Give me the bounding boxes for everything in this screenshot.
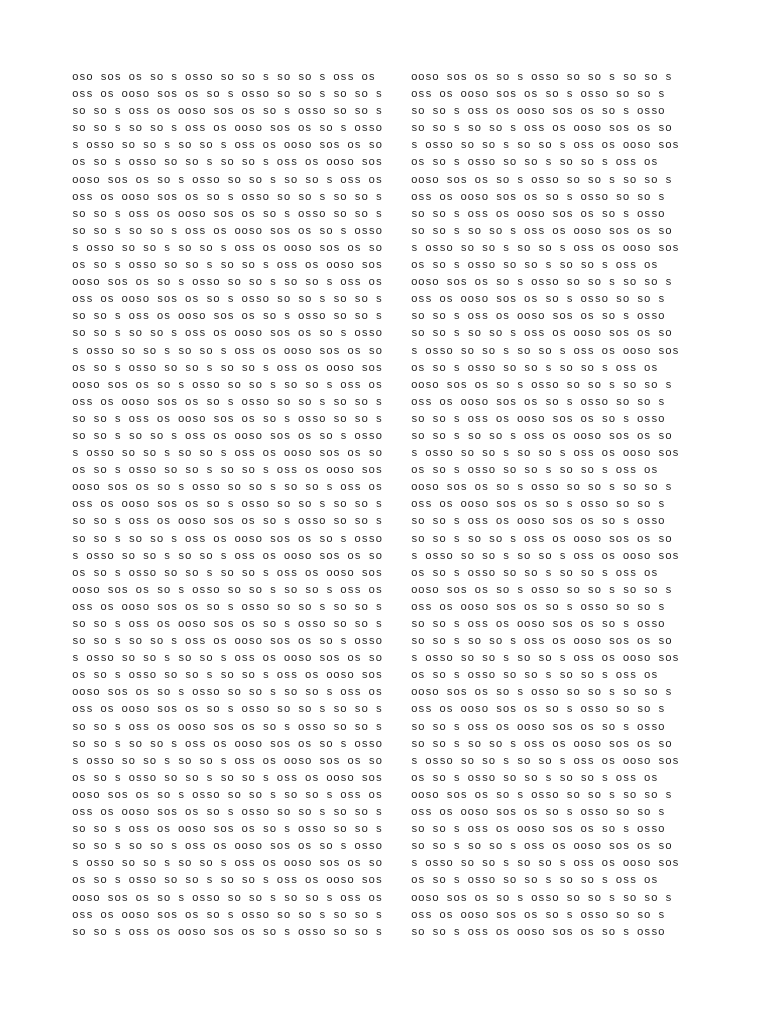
text-line: so so s so so s oss os ooso sos os so [411, 841, 673, 854]
text-line: so so s so so s oss os ooso sos os so [411, 328, 673, 341]
text-line: ooso sos os so s osso so so s so so s oss os [72, 687, 383, 700]
text-line: oss os ooso sos os so s osso so so s [411, 909, 666, 922]
text-column-left [72, 70, 412, 942]
text-line: ooso sos os so s osso so so s so so s oss os [72, 379, 383, 392]
text-line: os so s osso so so s so so s oss os ooso sos [72, 362, 383, 375]
text-line: oss os ooso sos os so s osso so so s so so s [72, 601, 383, 614]
text-line: ooso sos os so s osso so so s so so s [411, 789, 673, 802]
text-line: oso sos os so s osso so so s so so s oss os [72, 72, 376, 84]
text-line: so so s oss os ooso sos os so s osso so so s [72, 619, 383, 631]
text-line: oss os ooso sos os so s osso so so s so so s [72, 704, 383, 717]
text-line: so so s oss os ooso sos os so s osso [411, 311, 666, 324]
text-line: os so s osso so so s so so s oss os [411, 875, 659, 888]
text-line: so so s oss os ooso sos os so s osso [411, 106, 666, 119]
text-line: oss os ooso sos os so s osso so so s so so s [72, 807, 383, 820]
text-line: so so s oss os ooso sos os so s osso so so s [72, 106, 383, 119]
text-line: os so s osso so so s so so s oss os [411, 567, 659, 580]
text-line: so so s oss os ooso sos os so s osso [411, 413, 666, 426]
text-line: so so s oss os ooso sos os so s osso so so s [72, 413, 383, 426]
text-line: s osso so so s so so s oss os ooso sos [411, 140, 680, 153]
text-line: os so s osso so so s so so s oss os ooso sos [72, 567, 383, 580]
text-line: ooso sos os so s osso so so s so so s [411, 379, 673, 392]
text-line: ooso sos os so s osso so so s so so s oss os [72, 482, 383, 495]
text-line: s osso so so s so so s oss os ooso sos [411, 550, 680, 563]
text-line: s osso so so s so so s oss os ooso sos [411, 242, 680, 255]
text-line: s osso so so s so so s oss os ooso sos [411, 448, 680, 461]
text-line: oss os ooso sos os so s osso so so s so so s [72, 396, 383, 409]
text-line: s osso so so s so so s oss os ooso sos os so [72, 755, 383, 768]
text-line: so so s so so s oss os ooso sos os so [411, 636, 673, 649]
text-line: so so s so so s oss os ooso sos os so [411, 123, 673, 136]
text-line: so so s oss os ooso sos os so s osso [411, 516, 666, 529]
text-line: so so s so so s oss os ooso sos os so [411, 738, 673, 751]
text-line: s osso so so s so so s oss os ooso sos [411, 653, 680, 666]
text-line: os so s osso so so s so so s oss os ooso sos [72, 465, 383, 478]
text-line: so so s so so s oss os ooso sos os so s osso [72, 738, 383, 751]
text-line: oss os ooso sos os so s osso so so s so so s [72, 191, 383, 204]
text-line: so so s oss os ooso sos os so s osso so so s [72, 926, 383, 939]
text-line: oss os ooso sos os so s osso so so s so so s [72, 499, 383, 512]
text-line: ooso sos os so s osso so so s so so s [411, 892, 673, 905]
text-line: os so s osso so so s so so s oss os [411, 260, 659, 273]
text-line: so so s so so s oss os ooso sos os so [411, 533, 673, 546]
text-line: oss os ooso sos os so s osso so so s [411, 807, 666, 820]
text-line: os so s osso so so s so so s oss os ooso sos [72, 875, 383, 888]
text-column-right [411, 70, 751, 942]
text-line: s osso so so s so so s oss os ooso sos os so [72, 345, 383, 358]
text-line: so so s oss os ooso sos os so s osso [411, 926, 666, 939]
text-line: os so s osso so so s so so s oss os [411, 772, 659, 785]
text-line: s osso so so s so so s oss os ooso sos os so [72, 653, 383, 666]
text-line: so so s so so s oss os ooso sos os so s osso [72, 328, 383, 341]
text-line: so so s oss os ooso sos os so s osso so so s [72, 824, 383, 837]
text-line: so so s so so s oss os ooso sos os so s osso [72, 430, 383, 443]
text-line: s osso so so s so so s oss os ooso sos os so [72, 140, 383, 153]
text-line: os so s osso so so s so so s oss os [411, 465, 659, 478]
text-line: ooso sos os so s osso so so s so so s [411, 277, 673, 290]
text-line: os so s osso so so s so so s oss os [411, 362, 659, 375]
text-line: s osso so so s so so s oss os ooso sos [411, 858, 680, 871]
text-line: so so s so so s oss os ooso sos os so [411, 225, 673, 238]
text-line: so so s so so s oss os ooso sos os so s osso [72, 636, 383, 649]
text-line: oss os ooso sos os so s osso so so s [411, 704, 666, 717]
text-line: oss os ooso sos os so s osso so so s so so s [72, 89, 383, 102]
text-line: so so s oss os ooso sos os so s osso so so s [72, 721, 383, 734]
text-line: oss os ooso sos os so s osso so so s [411, 89, 666, 102]
text-line: os so s osso so so s so so s oss os ooso sos [72, 260, 383, 273]
text-line: ooso sos os so s osso so so s so so s oss os [72, 174, 383, 187]
text-line: s osso so so s so so s oss os ooso sos [411, 755, 680, 768]
text-line: s osso so so s so so s oss os ooso sos os so [72, 242, 383, 255]
text-line: ooso sos os so s osso so so s so so s [411, 482, 673, 495]
text-line: oss os ooso sos os so s osso so so s [411, 396, 666, 409]
text-line: ooso sos os so s osso so so s so so s [411, 687, 673, 700]
text-line: so so s oss os ooso sos os so s osso so so s [72, 516, 383, 529]
text-line: oss os ooso sos os so s osso so so s so so s [72, 294, 383, 307]
text-line: so so s so so s oss os ooso sos os so s osso [72, 225, 383, 238]
text-line: s osso so so s so so s oss os ooso sos os so [72, 448, 383, 461]
text-line: oss os ooso sos os so s osso so so s [411, 294, 666, 307]
text-line: os so s osso so so s so so s oss os ooso sos [72, 157, 383, 170]
text-line: oss os ooso sos os so s osso so so s [411, 191, 666, 204]
text-line: s osso so so s so so s oss os ooso sos [411, 345, 680, 358]
text-line: ooso sos os so s osso so so s so so s [411, 72, 673, 84]
text-line: ooso sos os so s osso so so s so so s oss os [72, 892, 383, 905]
text-line: so so s oss os ooso sos os so s osso [411, 208, 666, 221]
text-line: so so s oss os ooso sos os so s osso [411, 619, 666, 631]
text-line: ooso sos os so s osso so so s so so s oss os [72, 789, 383, 802]
text-line: s osso so so s so so s oss os ooso sos os so [72, 858, 383, 871]
text-line: ooso sos os so s osso so so s so so s oss os [72, 277, 383, 290]
text-line: so so s oss os ooso sos os so s osso so so s [72, 208, 383, 221]
text-line: so so s oss os ooso sos os so s osso [411, 721, 666, 734]
text-line: oss os ooso sos os so s osso so so s [411, 499, 666, 512]
text-line: so so s oss os ooso sos os so s osso [411, 824, 666, 837]
text-line: so so s so so s oss os ooso sos os so [411, 430, 673, 443]
text-line: so so s so so s oss os ooso sos os so s osso [72, 123, 383, 136]
text-line: so so s so so s oss os ooso sos os so s osso [72, 533, 383, 546]
text-line: os so s osso so so s so so s oss os [411, 157, 659, 170]
text-line: oss os ooso sos os so s osso so so s [411, 601, 666, 614]
text-line: ooso sos os so s osso so so s so so s [411, 584, 673, 597]
text-line: ooso sos os so s osso so so s so so s [411, 174, 673, 187]
text-line: s osso so so s so so s oss os ooso sos os so [72, 550, 383, 563]
text-line: os so s osso so so s so so s oss os ooso sos [72, 670, 383, 683]
text-line: os so s osso so so s so so s oss os ooso sos [72, 772, 383, 785]
text-line: oss os ooso sos os so s osso so so s so so s [72, 909, 383, 922]
text-line: so so s oss os ooso sos os so s osso so so s [72, 311, 383, 324]
text-line: os so s osso so so s so so s oss os [411, 670, 659, 683]
text-line: so so s so so s oss os ooso sos os so s osso [72, 841, 383, 854]
text-line: ooso sos os so s osso so so s so so s oss os [72, 584, 383, 597]
